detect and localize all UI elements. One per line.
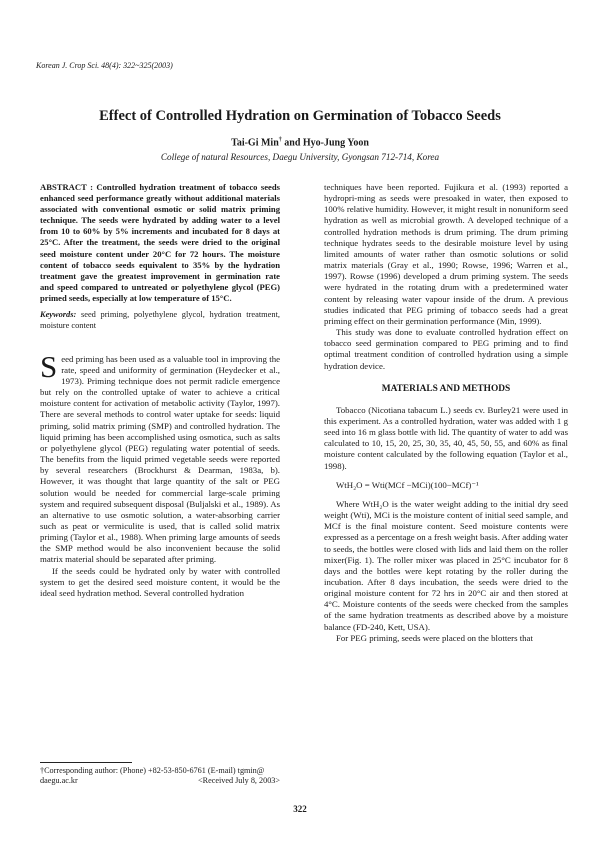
section-heading: MATERIALS AND METHODS	[381, 383, 511, 394]
abstract-label: ABSTRACT :	[40, 182, 97, 192]
abstract	[40, 182, 280, 304]
keywords-text: seed priming, polyethylene glycol, hydration treatment, moisture content	[40, 310, 281, 330]
left-column	[40, 182, 280, 599]
intro-paragraph	[40, 348, 280, 566]
affiliation: College of natural Resources, Daegu University, Gyongsan 712-714, Korea	[160, 152, 440, 162]
right-column	[324, 182, 568, 644]
paper-title: Effect of Controlled Hydration on Germination of Tobacco Seeds	[99, 108, 501, 124]
abstract-text: Controlled hydration treatment of tobacco seeds enhanced seed performance greatly without additional materials associated with conventional osmotic or solid matrix priming technique. The seeds were hydrated by adding water to a level from 10 to 60% by 5% increments and incubated for 8 days at 25°C. After the treatment, the seeds were dried to the original seed moisture content under 20°C for 72 hours. The moisture content of tobacco seeds equivalent to 35% by the hydration treatment gave the greatest improvement in germination rate and speed compared to untreated or polyethylene glycol (PEG) primed seeds, especially at low temperature of 15°C.	[40, 182, 280, 303]
spacer	[40, 332, 280, 354]
footnote-divider	[40, 762, 132, 763]
body-paragraph: Where WtH₂O is the water weight adding to the initial dry seed weight (Wti), MCi is the moisture content of initial seed sample, and MCf is the final moisture content. Seed moisture contents were expressed as a percentage on a fresh weight basis. After adding water to seeds, the bottles were closed with lids and laid them on the roller mixer(Fig. 1). The roller mixer was placed in 25°C incubator for 8 days and the bottles were kept rotating by the roller during the incubation. After 8 days incubation, the seeds were dried to the original moisture content for 72 hrs in 20°C air and then stored at 4°C. Moisture contents of the seeds were checked from the samples of the same hydration treatments as described above by a moisture balance (FD-240, Kett, USA).	[324, 498, 568, 632]
equation: WtH₂O = Wti(MCf −MCi)(100−MCf)⁻¹	[336, 479, 479, 490]
body-paragraph: Tobacco (Nicotiana tabacum L.) seeds cv. Burley21 were used in this experiment. As a controlled hydration, water was added with 1 g seed into 16 m glass bottle with lid. The quantity of water to add was calculated to 10, 15, 20, 25, 30, 35, 40, 45, 50, 55, and 60% as final moisture content calculated by the following equation (Taylor et al., 1998).	[324, 404, 568, 471]
keywords	[40, 310, 280, 332]
footnote-line	[40, 776, 280, 786]
received-date: <Received July 8, 2003>	[198, 776, 280, 786]
body-paragraph: If the seeds could be hydrated only by water with controlled system to get the desired seed moisture content, it would be the ideal seed hydration method. Several controlled hydration	[40, 565, 280, 598]
page-number: 322	[293, 804, 307, 814]
footnote-line: †Corresponding author: (Phone) +82-53-850-6761 (E-mail) tgmin@	[40, 766, 265, 775]
footnote	[40, 766, 280, 787]
author-line	[0, 137, 600, 148]
keywords-label: Keywords:	[40, 310, 81, 320]
author-name: Hyo-Jung Yoon	[302, 137, 369, 149]
corresponding-author-mark: †	[278, 137, 282, 143]
author-joiner: and	[281, 137, 303, 149]
author-name: Tai-Gi Min	[231, 137, 279, 149]
footnote-email-end: daegu.ac.kr	[40, 776, 78, 786]
body-paragraph: techniques have been reported. Fujikura et al. (1993) reported a hydropri-ming as seeds were presoaked in water, then exposed to 100% relative humidity. However, it might result in nonuniform seed hydration as well as microbial growth. A developed technique of a controlled hydration methods is drum priming. The drum priming technique hydrates seeds to the desirable moisture level by using limited amounts of water rather than osmotic solutions or solid matrix materials (Gray et al., 1990; Rowse, 1996; Warren et al., 1997). Rowse (1996) developed a drum priming system. The seeds were hydrated in the rotating drum with a predetermined water content by releasing water vapour inside of the drum. A previous studies indicated that PEG priming of tobacco seeds had a great priming effect on their germination performance (Min, 1999).	[324, 182, 568, 326]
body-paragraph: This study was done to evaluate controlled hydration effect on tobacco seed germination compared to PEG priming and to find optimal treatment condition of controlled hydration using a simple hydration device.	[324, 327, 568, 371]
journal-citation: Korean J. Crop Sci. 48(4): 322~325(2003)	[36, 61, 173, 70]
drop-cap: S	[40, 348, 58, 384]
intro-text: eed priming has been used as a valuable tool in improving the rate, speed and uniformity of germination (Heydecker et al., 1973). Priming technique does not permit radicle emergence but rely on the controlled uptake of water to achieve a critical moisture content for activation of metabolic activity (Taylor, 1997). There are several methods to control water uptake for seeds: liquid priming, solid matrix priming (SMP) and controlled hydration. The liquid priming has been accomplished using osmotica, such as salts or polyethylene glycol (PEG) regulating water potential of seeds. The benefits from the liquid primed vegetable seeds were reported by several researchers (Brockhurst & Dearman, 1983a, b). However, it was thought that large quantity of the salt or PEG solution would be needed for commercial large-scale priming system and required subsequent disposal (Buljalski et al., 1989). As an alternative to use osmotic solution, a water-absorbing carrier such as peat or vermiculite is used, that is called solid matrix priming (Taylor et al., 1988). When priming large amounts of seeds the SMP method would be also inconvenient because the solid matrix material should be separated after priming.	[40, 353, 280, 565]
body-paragraph: For PEG priming, seeds were placed on the blotters that	[336, 632, 533, 643]
